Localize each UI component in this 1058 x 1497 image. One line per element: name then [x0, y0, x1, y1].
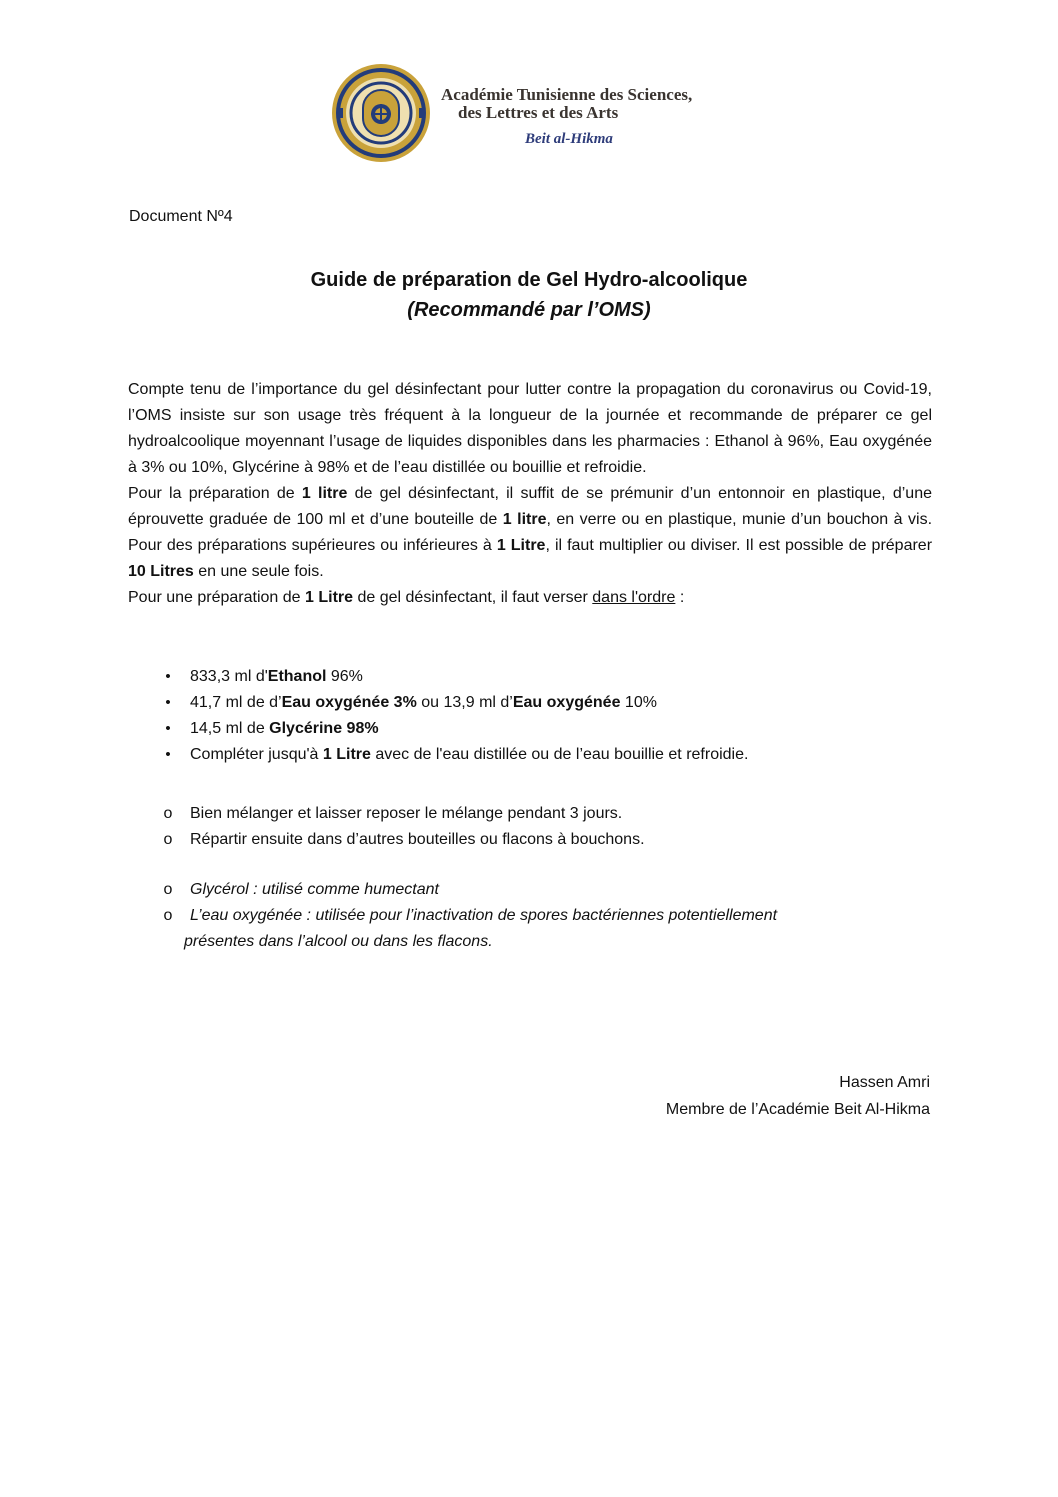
- bold-run: 98%: [342, 720, 379, 737]
- text-run: :: [675, 589, 685, 606]
- bold-run: 1 litre: [502, 511, 547, 528]
- step-text: Répartir ensuite dans d’autres bouteilles ou flacons à bouchons.: [190, 831, 645, 848]
- list-item: [128, 742, 932, 768]
- bullet-icon: •: [165, 746, 171, 763]
- step-text: Bien mélanger et laisser reposer le mélange pendant 3 jours.: [190, 805, 623, 822]
- list-item: [128, 716, 932, 742]
- document-title: Guide de préparation de Gel Hydro-alcoolique: [310, 269, 748, 291]
- circle-bullet-icon: o: [163, 805, 173, 822]
- step-list: [128, 801, 932, 853]
- signature-block: [666, 1069, 930, 1123]
- note-text-continued: présentes dans l’alcool ou dans les flacons.: [184, 933, 493, 950]
- text-run: 833,3 ml d': [190, 668, 268, 685]
- ingredient-list: [128, 664, 932, 768]
- note-text: L’eau oxygénée : utilisée pour l’inactivation de spores bactériennes potentiellement: [190, 907, 778, 924]
- list-item: [128, 903, 932, 955]
- text-run: de gel désinfectant, il suffit de se prémunir d’un entonnoir en plastique, d’une éprouvette graduée de 100 ml et d’une bouteille de: [128, 485, 932, 528]
- text-run: 14,5 ml de: [190, 720, 270, 737]
- bold-run: Glycérine: [269, 720, 343, 737]
- intro-paragraph: Compte tenu de l’importance du gel désinfectant pour lutter contre la propagation du coronavirus ou Covid-19, l’OMS insiste sur son usage très fréquent à la longueur de la journée et recommande de préparer ce gel hydroalcoolique moyennant l’usage de liquides disponibles dans les pharmacies : Ethanol à 96%, Eau oxygénée à 3% ou 10%, Glycérine à 98% et de l’eau distillée ou bouillie et refroidie.: [128, 381, 932, 476]
- text-run: de gel désinfectant, il faut verser: [353, 589, 593, 606]
- underlined-run: dans l'ordre: [592, 589, 676, 606]
- bullet-icon: •: [165, 668, 171, 685]
- list-item: [128, 827, 932, 853]
- list-item: [128, 801, 932, 827]
- list-item: [128, 664, 932, 690]
- signatory-role: Membre de l’Académie Beit Al-Hikma: [665, 1101, 930, 1118]
- text-run: en une seule fois.: [193, 563, 324, 580]
- bold-run: Ethanol: [267, 668, 327, 685]
- bold-run: 10 Litres: [128, 563, 194, 580]
- academy-seal-logo: [330, 62, 432, 164]
- text-run: , il faut multiplier ou diviser. Il est possible de préparer: [545, 537, 933, 554]
- preparation-paragraph: [128, 481, 932, 585]
- circle-bullet-icon: o: [163, 881, 173, 898]
- bullet-icon: •: [165, 694, 171, 711]
- org-name-line-2: des Lettres et des Arts: [458, 103, 619, 122]
- organization-name: [441, 86, 771, 149]
- text-run: Pour la préparation de: [128, 485, 302, 502]
- text-run: 10%: [620, 694, 657, 711]
- bold-run: 1 Litre: [305, 589, 354, 606]
- bold-run: 1 litre: [301, 485, 348, 502]
- circle-bullet-icon: o: [163, 831, 173, 848]
- order-paragraph: [128, 585, 932, 611]
- text-run: avec de l'eau distillée ou de l’eau bouillie et refroidie.: [370, 746, 749, 763]
- bullet-icon: •: [165, 720, 171, 737]
- org-subtitle: Beit al-Hikma: [525, 131, 613, 147]
- bold-run: 1 Litre: [322, 746, 371, 763]
- bold-run: Eau oxygénée: [281, 694, 390, 711]
- text-run: Compléter jusqu'à: [190, 746, 323, 763]
- circle-bullet-icon: o: [163, 907, 173, 924]
- text-run: 96%: [326, 668, 363, 685]
- body-text: [128, 377, 932, 611]
- signatory-name: Hassen Amri: [839, 1074, 930, 1091]
- note-text: Glycérol : utilisé comme humectant: [190, 881, 439, 898]
- list-item: [128, 690, 932, 716]
- notes-list: [128, 877, 932, 955]
- bold-run: Eau oxygénée: [512, 694, 621, 711]
- org-name-line-1: Académie Tunisienne des Sciences,: [441, 85, 693, 104]
- text-run: Pour une préparation de: [128, 589, 306, 606]
- list-item: [128, 877, 932, 903]
- bold-run: 1 Litre: [496, 537, 546, 554]
- bold-run: 3%: [389, 694, 417, 711]
- text-run: , en verre ou en plastique, munie d’un bouchon à vis. Pour des préparations supérieures ou inférieures à: [128, 511, 933, 554]
- document-subtitle: (Recommandé par l’OMS): [407, 299, 651, 321]
- text-run: ou 13,9 ml d’: [416, 694, 513, 711]
- document-number: Document Nº4: [129, 208, 233, 225]
- letterhead: [330, 62, 760, 162]
- text-run: 41,7 ml de d’: [190, 694, 282, 711]
